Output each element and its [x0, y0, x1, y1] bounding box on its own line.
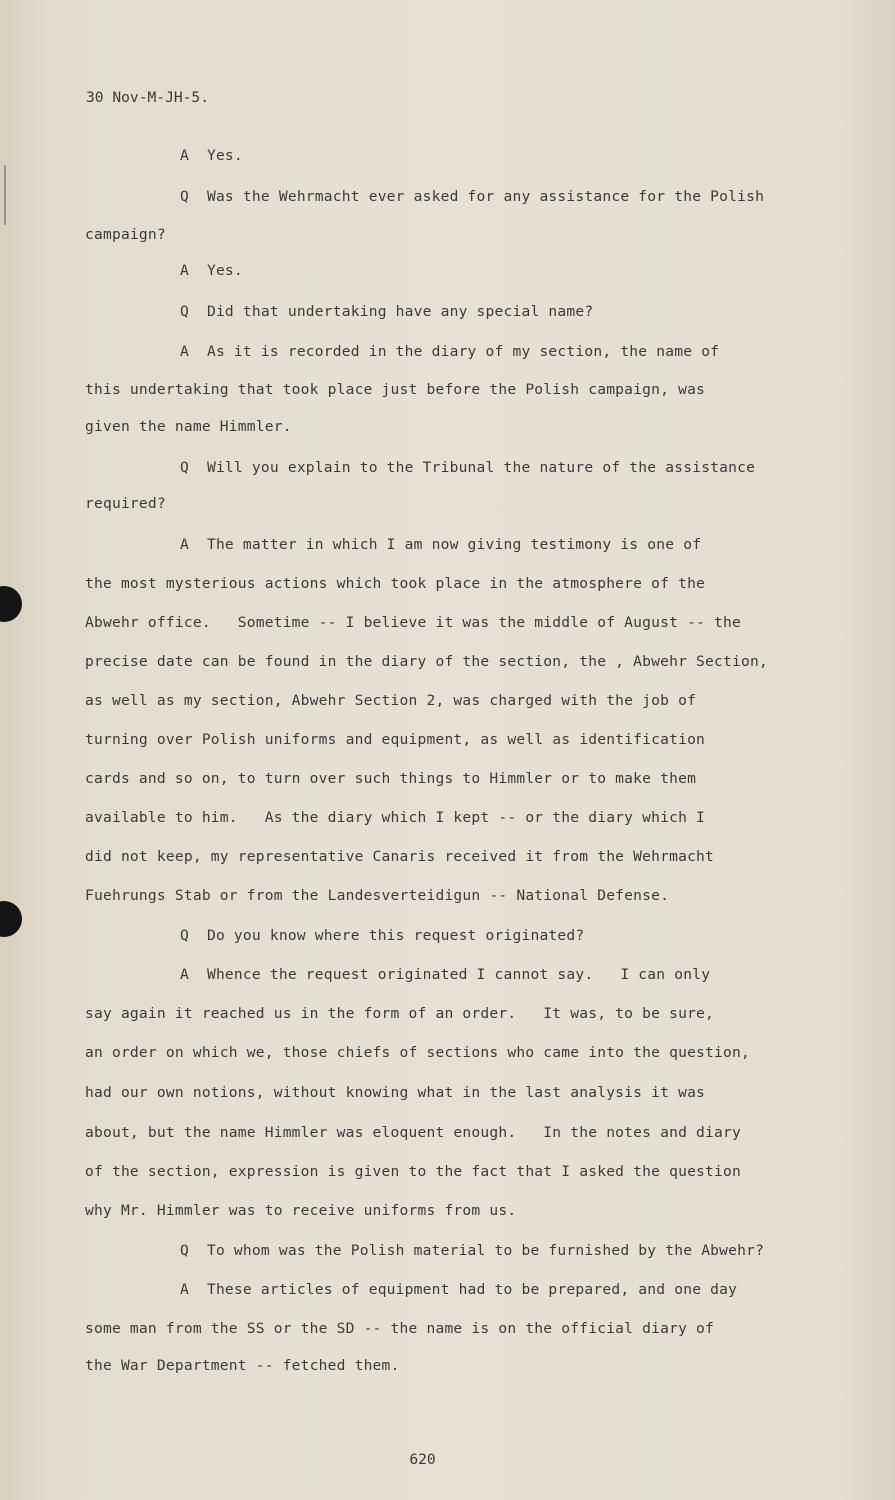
text-line: Abwehr office. Sometime -- I believe it was the middle of August -- the	[85, 614, 741, 631]
text-line: of the section, expression is given to the fact that I asked the question	[85, 1163, 741, 1180]
punch-hole-lower	[0, 901, 22, 937]
text-line: A As it is recorded in the diary of my section, the name of	[180, 343, 720, 360]
page-number: 620	[409, 1451, 436, 1468]
text-line: some man from the SS or the SD -- the name is on the official diary of	[85, 1320, 715, 1337]
text-line: A These articles of equipment had to be prepared, and one day	[180, 1281, 738, 1298]
text-line: A Yes.	[180, 262, 243, 279]
text-line: available to him. As the diary which I kept -- or the diary which I	[85, 809, 706, 826]
text-line: as well as my section, Abwehr Section 2, was charged with the job of	[85, 692, 697, 709]
text-line: about, but the name Himmler was eloquent enough. In the notes and diary	[85, 1124, 741, 1141]
text-line: why Mr. Himmler was to receive uniforms from us.	[85, 1202, 517, 1219]
text-line: this undertaking that took place just before the Polish campaign, was	[85, 381, 706, 398]
text-line: Q To whom was the Polish material to be furnished by the Abwehr?	[180, 1242, 765, 1259]
text-line: Q Will you explain to the Tribunal the nature of the assistance	[180, 459, 756, 476]
text-line: the most mysterious actions which took place in the atmosphere of the	[85, 575, 706, 592]
text-line: did not keep, my representative Canaris received it from the Wehrmacht	[85, 848, 715, 865]
text-line: A The matter in which I am now giving testimony is one of	[180, 536, 702, 553]
text-line: Q Do you know where this request originated?	[180, 927, 585, 944]
text-line: Fuehrungs Stab or from the Landesverteidigun -- National Defense.	[85, 887, 670, 904]
text-line: given the name Himmler.	[85, 418, 292, 435]
text-line: turning over Polish uniforms and equipment, as well as identification	[85, 731, 706, 748]
text-line: an order on which we, those chiefs of sections who came into the question,	[85, 1044, 750, 1061]
document-header: 30 Nov-M-JH-5.	[86, 89, 210, 106]
binding-mark	[4, 165, 6, 225]
text-line: A Yes.	[180, 147, 243, 164]
text-line: the War Department -- fetched them.	[85, 1357, 400, 1374]
text-line: cards and so on, to turn over such things to Himmler or to make them	[85, 770, 697, 787]
text-line: had our own notions, without knowing what in the last analysis it was	[85, 1084, 706, 1101]
text-line: required?	[85, 495, 166, 512]
text-line: campaign?	[85, 226, 166, 243]
text-line: Q Did that undertaking have any special name?	[180, 303, 594, 320]
text-line: precise date can be found in the diary of the section, the , Abwehr Section,	[85, 653, 768, 670]
text-line: say again it reached us in the form of an order. It was, to be sure,	[85, 1005, 715, 1022]
text-line: Q Was the Wehrmacht ever asked for any assistance for the Polish	[180, 188, 765, 205]
text-line: A Whence the request originated I cannot say. I can only	[180, 966, 711, 983]
punch-hole-upper	[0, 586, 22, 622]
